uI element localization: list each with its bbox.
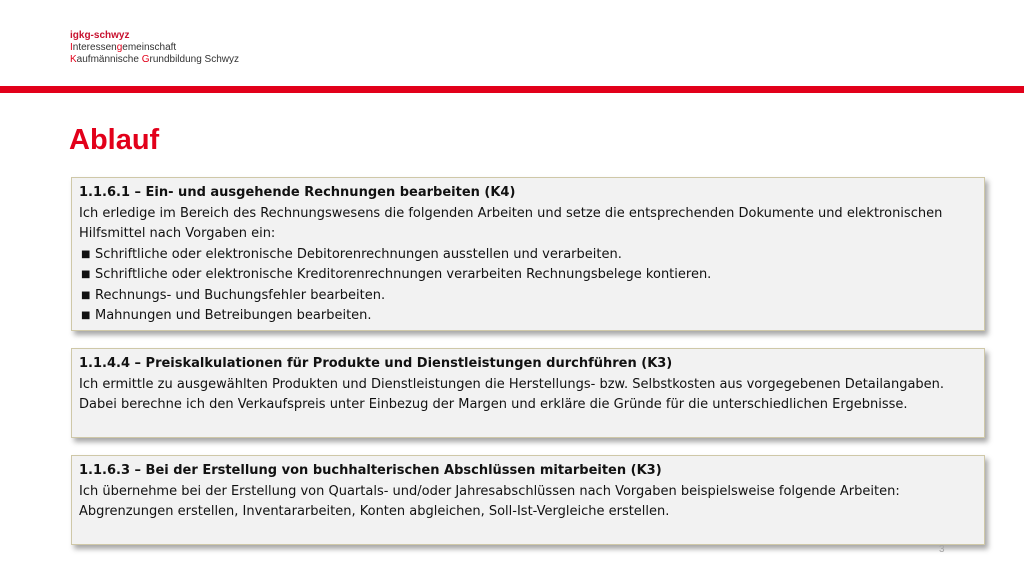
square-bullet-icon: ■ bbox=[81, 269, 91, 280]
box-text: Ich erledige im Bereich des Rechnungswesens die folgenden Arbeiten und setze die entsprechenden Dokumente und elektronischen Hilfsmittel nach Vorgaben ein: bbox=[79, 205, 943, 241]
page-number: 3 bbox=[939, 544, 945, 555]
org-line-2: Kaufmännische Grundbildung Schwyz bbox=[70, 54, 239, 65]
square-bullet-icon: ■ bbox=[81, 289, 91, 301]
list-item: ■ Mahnungen und Betreibungen bearbeiten. bbox=[79, 306, 978, 327]
square-bullet-icon: ■ bbox=[81, 310, 91, 321]
box-text: Ich ermittle zu ausgewählten Produkten und Dienstleistungen die Herstellungs- bzw. Selbstkosten aus vorgegebenen Detailangaben. Dabei berechne ich den Verkaufspreis unter Einbezug der Margen und erkläre die Gründe für die unterschiedlichen Ergebnisse. bbox=[79, 376, 945, 412]
square-bullet-icon: ■ bbox=[81, 248, 91, 260]
list-item: ■ Schriftliche oder elektronische Kreditorenrechnungen verarbeiten Rechnungsbelege kontieren. bbox=[79, 265, 978, 286]
box-heading: 1.1.4.4 – Preiskalkulationen für Produkte und Dienstleistungen durchführen (K3) bbox=[79, 356, 673, 371]
page-title: Ablauf bbox=[69, 124, 160, 156]
content-box-price-calculation bbox=[71, 348, 985, 438]
box-heading: 1.1.6.3 – Bei der Erstellung von buchhalterischen Abschlüssen mitarbeiten (K3) bbox=[79, 463, 662, 478]
content-box-invoices bbox=[71, 177, 985, 331]
content-box-closing-accounts bbox=[71, 455, 985, 545]
list-item: ■ Schriftliche oder elektronische Debitorenrechnungen ausstellen und verarbeiten. bbox=[79, 245, 978, 266]
org-name: igkg-schwyz bbox=[70, 30, 130, 41]
org-line-1: Interessengemeinschaft bbox=[70, 42, 177, 53]
box-text: Ich übernehme bei der Erstellung von Quartals- und/oder Jahresabschlüssen nach Vorgaben beispielsweise folgende Arbeiten: Abgrenzungen erstellen, Inventararbeiten, Konten abgleichen, Soll-Ist-Vergleiche erstellen. bbox=[79, 483, 900, 519]
list-item: ■ Rechnungs- und Buchungsfehler bearbeiten. bbox=[79, 286, 978, 307]
organization-header bbox=[70, 30, 239, 66]
box-heading: 1.1.6.1 – Ein- und ausgehende Rechnungen bearbeiten (K4) bbox=[79, 185, 516, 200]
bullet-list bbox=[79, 245, 978, 327]
header-divider-bar bbox=[0, 86, 1024, 93]
